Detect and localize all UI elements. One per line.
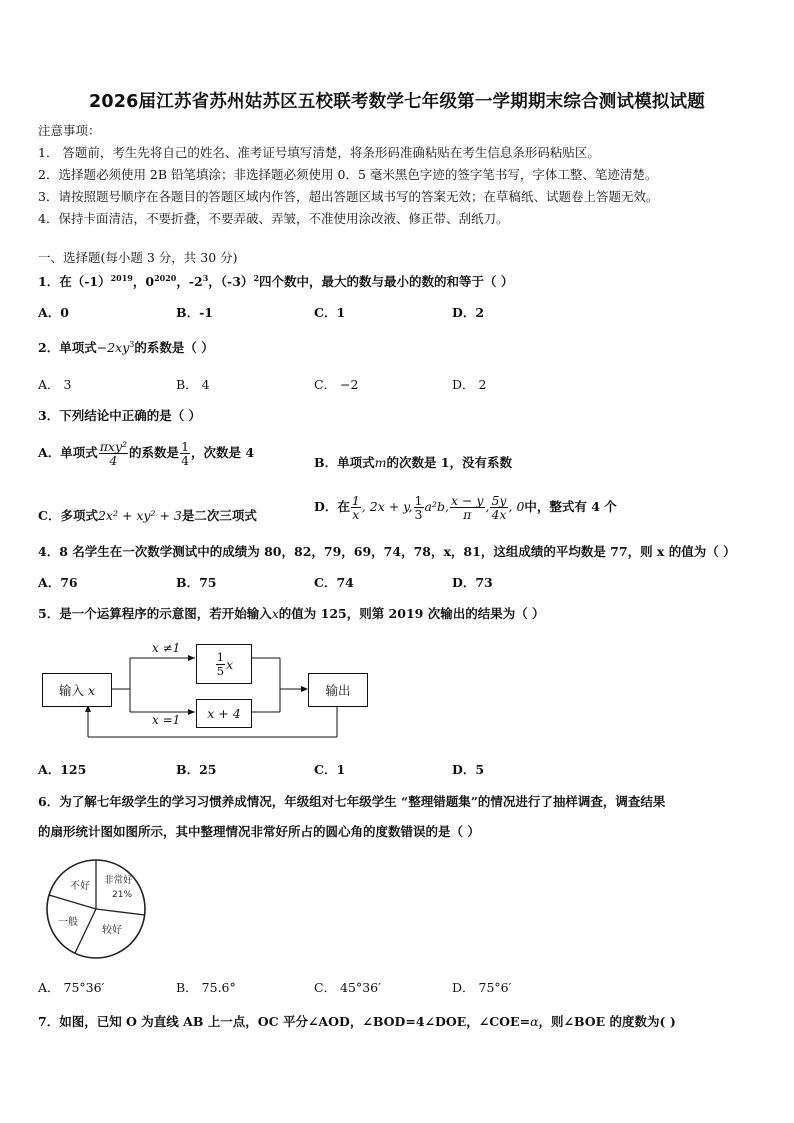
q3-d-f1-den: x (352, 507, 360, 523)
flow-bottom-box: x + 4 (196, 699, 252, 728)
q1-exp1: 2019 (110, 272, 133, 283)
q3-a-coef-numerator: 1 (181, 439, 190, 454)
q2-pre: 单项式 (59, 340, 97, 355)
q5-option-a: A．125 (38, 762, 87, 777)
flow-input-box (42, 673, 112, 707)
notice-item-4: 4．保持卡面清洁，不要折叠，不要弄破、弄皱，不准使用涂改液、修正带、刮纸刀。 (38, 211, 509, 226)
q3-a-fraction-numerator: πxy² (99, 439, 128, 454)
q3-d-post: 中，整式有 4 个 (524, 499, 617, 515)
q2-option-a: A． 3 (38, 377, 72, 392)
q1-mid3: ，（-3） (208, 274, 254, 289)
q2-number: 2． (38, 340, 60, 355)
q2-exp: 3 (129, 339, 135, 349)
pie-label-good: 较好 (102, 925, 122, 936)
question-6-line-1: 6．为了解七年级学生的学习习惯养成情况，年级组对七年级学生 “整理错题集”的情况进行了抽样调查，调查结果 (38, 794, 666, 809)
q3-d-f2-num: 1 (414, 493, 423, 508)
q3-b-label: B．单项式 (314, 455, 375, 470)
q3-a-label: A．单项式 (38, 445, 98, 461)
pie-label-bad: 不好 (70, 881, 90, 892)
q6-option-c: C． 45°36′ (314, 980, 381, 995)
section-choice-heading: 一、选择题(每小题 3 分，共 30 分) (38, 250, 238, 265)
flow-top-var: x (226, 656, 234, 672)
q3-b-post: 的次数是 1，没有系数 (386, 455, 512, 470)
q3-d-f1-num: 1 (351, 493, 360, 508)
q1-number: 1． (38, 274, 60, 289)
q1-exp3: 3 (202, 272, 209, 283)
q1-option-c: C．1 (314, 305, 346, 320)
flow-output-box: 输出 (308, 673, 368, 707)
q5-stem-pre: 5．是一个运算程序的示意图，若开始输入 (38, 606, 272, 621)
q4-option-d: D．73 (452, 575, 493, 590)
q2-expr: −2xy (96, 340, 130, 355)
q3-d-term-2: a²b, (424, 499, 449, 515)
pie-label-average: 一般 (58, 917, 78, 928)
q2-option-b: B． 4 (176, 377, 210, 392)
q1-option-a: A．0 (38, 305, 69, 320)
q1-option-d: D．2 (452, 305, 485, 320)
notice-heading: 注意事项： (38, 123, 101, 138)
q2-option-c: C． −2 (314, 377, 359, 392)
q5-option-c: C．1 (314, 762, 346, 777)
q7-alpha: α (530, 1014, 539, 1029)
q3-d-f3-den: π (463, 507, 472, 523)
q5-option-b: B．25 (176, 762, 217, 777)
q3-d-f3-num: x − y (450, 493, 484, 508)
q3-d-term-4: , 0 (508, 499, 525, 515)
q5-stem-var: x (271, 606, 279, 621)
q1-option-b: B．-1 (176, 305, 213, 320)
arrow-top-box (188, 655, 195, 661)
q4-option-c: C．74 (314, 575, 354, 590)
arrow-output (301, 686, 308, 692)
q3-a-post: ，次数是 4 (191, 445, 255, 461)
q7-stem-post: ，则∠BOE 的度数为( ) (538, 1014, 676, 1029)
q3-d-f4-den: 4x (491, 507, 507, 523)
q3-c-post: 是二次三项式 (181, 508, 257, 523)
notice-item-1: 1． 答题前，考生先将自己的姓名、准考证号填写清楚，将条形码准确粘贴在考生信息条形码粘贴区。 (38, 145, 600, 160)
question-3: 3．下列结论中正确的是（ ） (38, 408, 202, 423)
q3-d-term-3: , (485, 499, 490, 515)
page-title: 2026届江苏省苏州姑苏区五校联考数学七年级第一学期期末综合测试模拟试题 (89, 92, 705, 112)
q3-d-label: D．在 (314, 499, 350, 515)
q1-exp4: 2 (253, 272, 260, 283)
question-6-line-2: 的扇形统计图如图所示，其中整理情况非常好所占的圆心角的度数错误的是（ ） (38, 824, 480, 839)
q3-a-mid: 的系数是 (129, 445, 180, 461)
q1-mid2: ，-2 (176, 274, 203, 289)
q5-stem-post: 的值为 125，则第 2019 次输出的结果为（ ） (278, 606, 545, 621)
flow-top-numerator: 1 (216, 650, 225, 665)
pie-label-very-good: 非常好 (104, 875, 133, 886)
q1-mid1: ，0 (132, 274, 155, 289)
q7-stem-pre: 7．如图，已知 O 为直线 AB 上一点，OC 平分∠AOD，∠BOD=4∠DOE，∠COE= (38, 1014, 531, 1029)
flow-top-denominator: 5 (216, 663, 225, 678)
q3-c-label: C．多项式 (38, 508, 98, 523)
question-4: 4．8 名学生在一次数学测试中的成绩为 80，82，79，69，74，78，x，81，这组成绩的平均数是 77，则 x 的值为（ ） (38, 544, 736, 559)
q4-option-a: A．76 (38, 575, 78, 590)
q3-a-fraction-denominator: 4 (109, 453, 118, 469)
q6-option-b: B． 75.6° (176, 980, 236, 995)
flow-bottom-condition: x =1 (152, 713, 181, 727)
q6-pie-chart (44, 857, 148, 961)
notice-item-2: 2．选择题必须使用 2B 铅笔填涂；非选择题必须使用 0．5 毫米黑色字迹的签字笔书写，字体工整、笔迹清楚。 (38, 167, 658, 182)
q3-d-f2-den: 3 (414, 507, 423, 523)
flow-input-var: x (87, 682, 96, 698)
flow-input-label: 输入 (58, 683, 84, 698)
q6-option-a: A． 75°36′ (38, 980, 105, 995)
q3-b-var: m (374, 455, 387, 470)
q1-pre: 在（-1） (59, 274, 111, 289)
q3-d-f4-num: 5y (491, 493, 507, 508)
notice-item-3: 3．请按照题号顺序在各题目的答题区域内作答，超出答题区域书写的答案无效；在草稿纸、试题卷上答题无效。 (38, 189, 659, 204)
q1-post: 四个数中，最大的数与最小的数的和等于（ ） (259, 274, 514, 289)
q4-option-b: B．75 (176, 575, 217, 590)
q6-option-d: D． 75°6′ (452, 980, 512, 995)
arrow-bottom-box (188, 709, 195, 715)
flow-top-condition: x ≠1 (152, 641, 181, 655)
q1-exp2: 2020 (154, 272, 177, 283)
q2-post: 的系数是（ ） (134, 340, 214, 355)
q3-c-expr: 2x² + xy² + 3 (97, 508, 182, 523)
q2-option-d: D． 2 (452, 377, 487, 392)
flow-top-box (196, 644, 252, 684)
q3-a-coef-denominator: 4 (181, 453, 190, 469)
q5-option-d: D．5 (452, 762, 485, 777)
flow-top-fraction (216, 651, 225, 676)
question-7 (38, 1012, 676, 1030)
pie-label-percent: 21% (112, 890, 133, 900)
q3-d-term-1: , 2x + y, (361, 499, 413, 515)
